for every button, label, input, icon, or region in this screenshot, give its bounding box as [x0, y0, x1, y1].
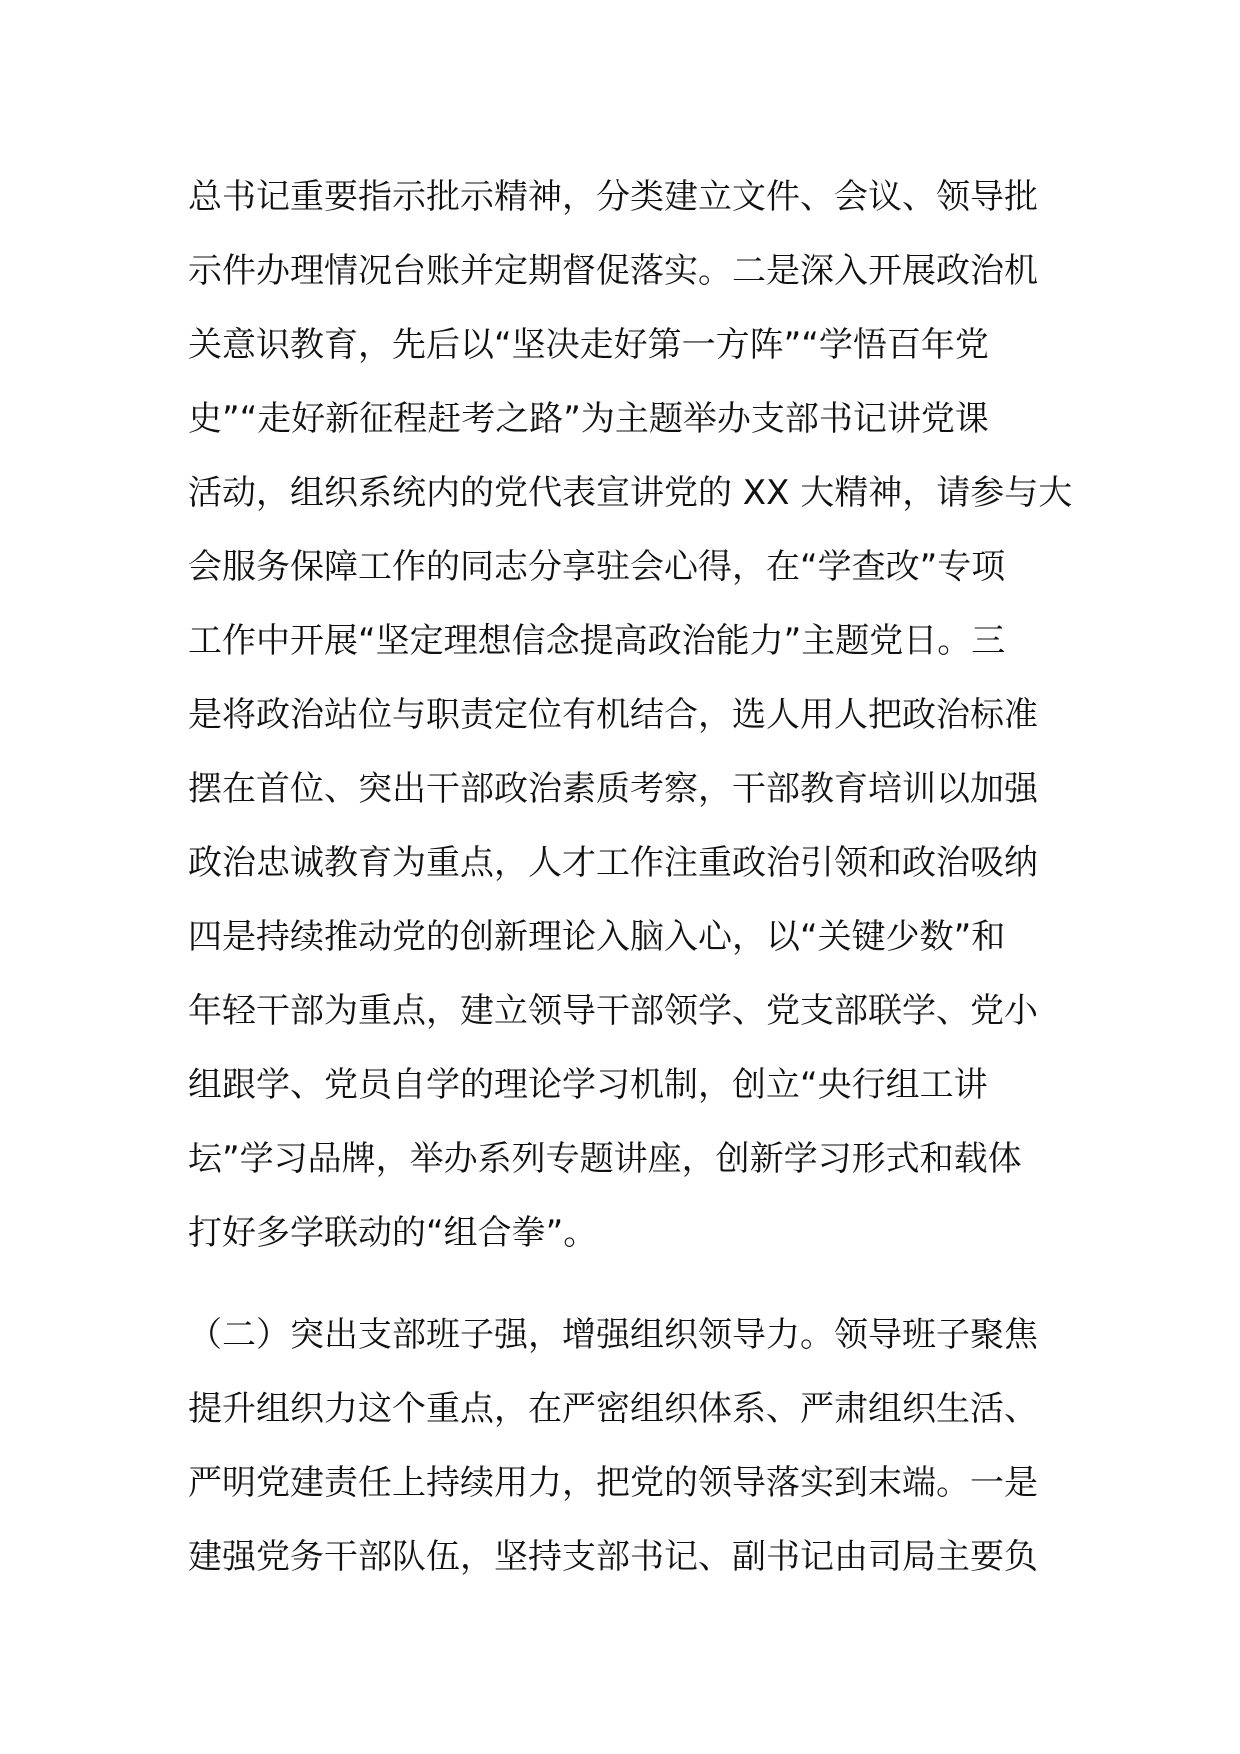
text-line: 工作中开展“坚定理想信念提高政治能力”主题党日。三: [188, 621, 1006, 661]
text-line: 摆在首位、突出干部政治素质考察，干部教育培训以加强: [188, 769, 1038, 809]
text-line: 活动，组织系统内的党代表宣讲党的 XX 大精神，请参与大: [188, 473, 1073, 513]
text-line: 四是持续推动党的创新理论入脑入心，以“关键少数”和: [188, 917, 1006, 957]
text-line: 提升组织力这个重点，在严密组织体系、严肃组织生活、: [188, 1389, 1038, 1429]
text-line: 年轻干部为重点，建立领导干部领学、党支部联学、党小: [188, 991, 1038, 1031]
text-line: （二）突出支部班子强，增强组织领导力。领导班子聚焦: [188, 1315, 1038, 1355]
text-line: 会服务保障工作的同志分享驻会心得，在“学查改”专项: [188, 547, 1006, 587]
text-line: 组跟学、党员自学的理论学习机制，创立“央行组工讲: [188, 1065, 988, 1105]
text-line: 示件办理情况台账并定期督促落实。二是深入开展政治机: [188, 251, 1038, 291]
text-line: 严明党建责任上持续用力，把党的领导落实到末端。一是: [188, 1463, 1038, 1503]
paragraph-branch-leadership: [188, 1298, 1068, 1594]
text-line: 关意识教育，先后以“坚决走好第一方阵”“学悟百年党: [188, 325, 989, 365]
text-line: 打好多学联动的“组合拳”。: [188, 1213, 598, 1253]
text-line: 是将政治站位与职责定位有机结合，选人用人把政治标准: [188, 695, 1038, 735]
text-line: 总书记重要指示批示精神，分类建立文件、会议、领导批: [188, 177, 1038, 217]
text-line: 坛”学习品牌，举办系列专题讲座，创新学习形式和载体: [188, 1139, 1022, 1179]
text-line: 政治忠诚教育为重点，人才工作注重政治引领和政治吸纳: [188, 843, 1038, 883]
text-line: 建强党务干部队伍，坚持支部书记、副书记由司局主要负: [188, 1537, 1038, 1577]
paragraph-political-building: [188, 160, 1073, 1270]
text-line: 史”“走好新征程赶考之路”为主题举办支部书记讲党课: [188, 399, 989, 439]
